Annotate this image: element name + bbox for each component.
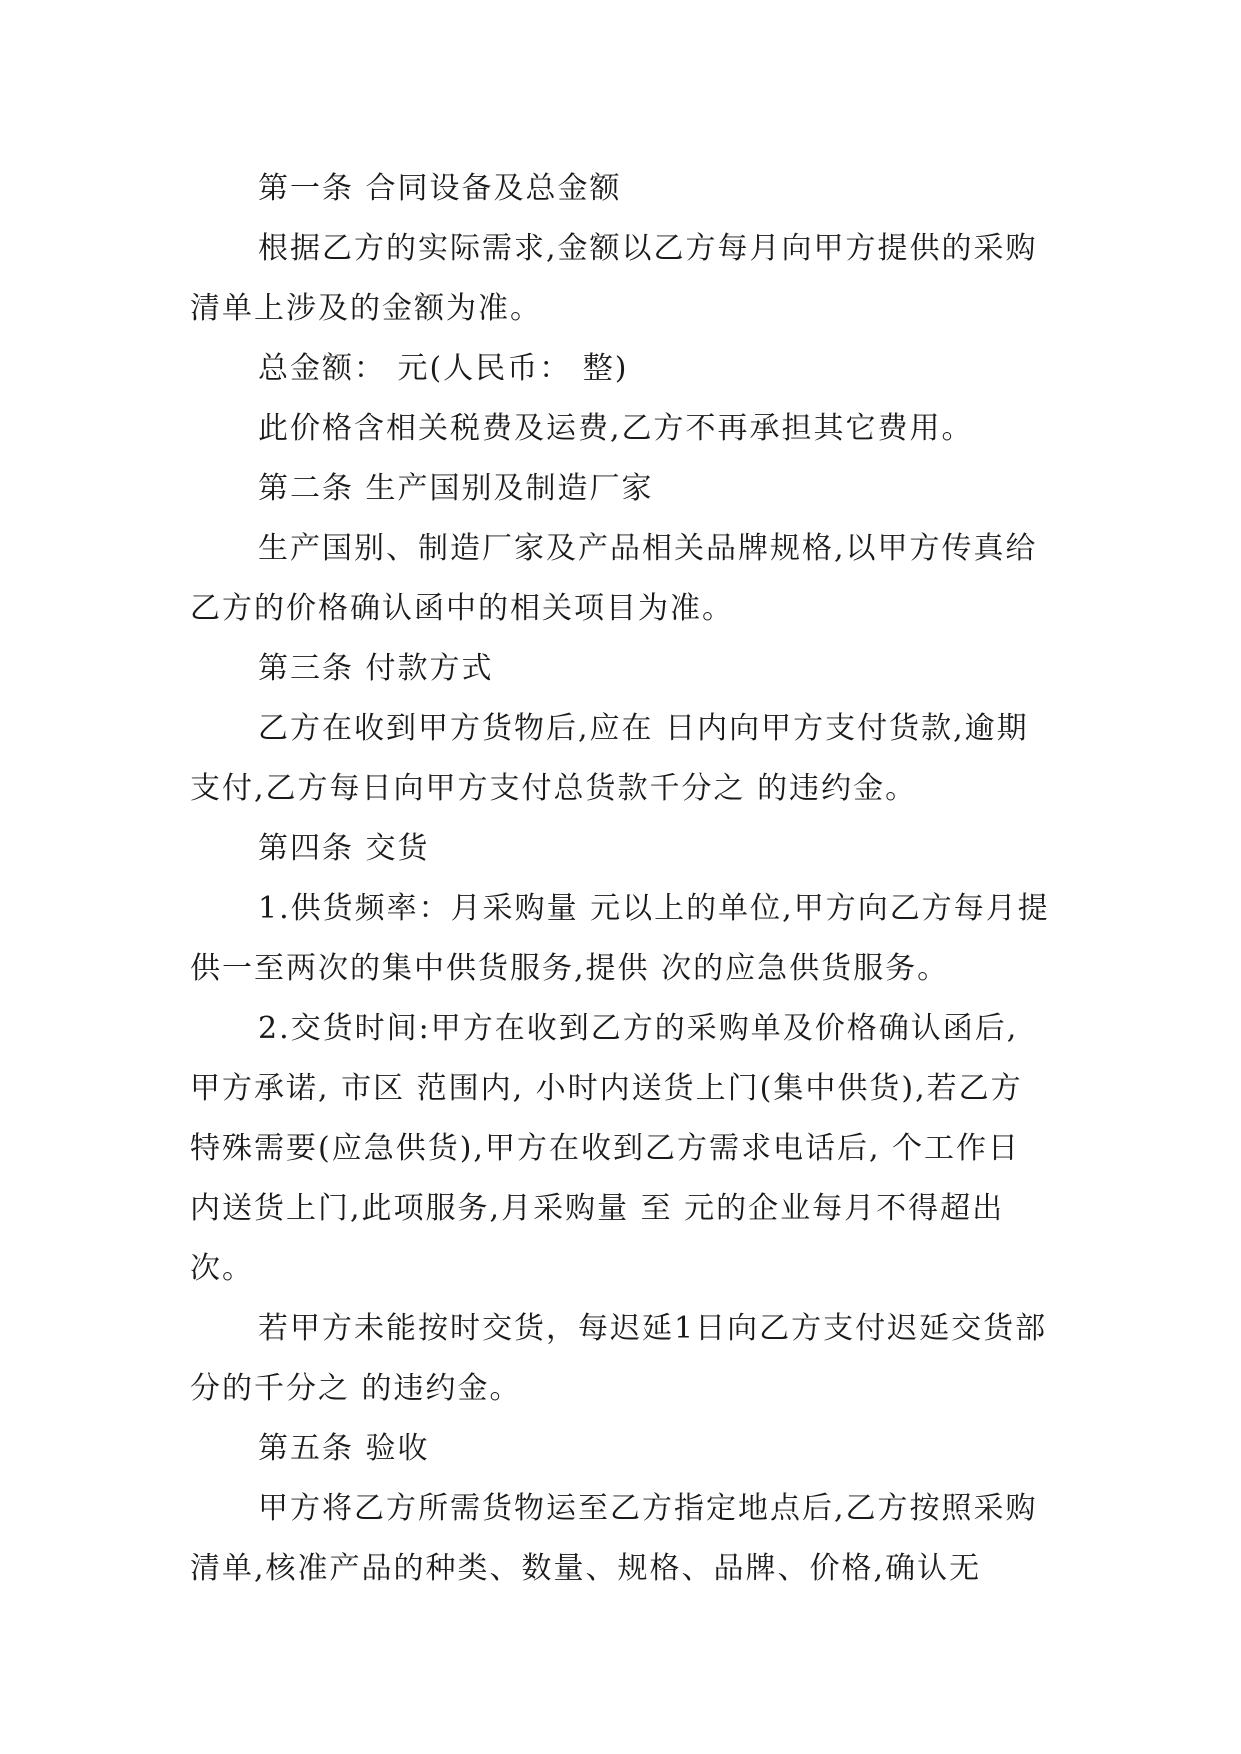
document-body xyxy=(190,159,1050,1599)
article-1-paragraph-amount-basis: 根据乙方的实际需求,金额以乙方每月向甲方提供的采购清单上涉及的金额为准。 xyxy=(190,231,1038,326)
article-4-heading: 第四条 交货 xyxy=(258,831,430,866)
article-2-paragraph: 生产国别、制造厂家及产品相关品牌规格,以甲方传真给乙方的价格确认函中的相关项目为准。 xyxy=(190,531,1038,626)
article-1-paragraph-total-amount: 总金额： 元(人民币： 整) xyxy=(258,351,629,386)
article-1-heading: 第一条 合同设备及总金额 xyxy=(258,171,622,206)
article-1-paragraph-price-includes: 此价格含相关税费及运费,乙方不再承担其它费用。 xyxy=(258,411,974,446)
article-3-paragraph: 乙方在收到甲方货物后,应在 日内向甲方支付货款,逾期支付,乙方每日向甲方支付总货款千分之 的违约金。 xyxy=(190,711,1029,806)
article-5-heading: 第五条 验收 xyxy=(258,1431,430,1466)
article-3-heading: 第三条 付款方式 xyxy=(258,651,494,686)
article-5-paragraph: 甲方将乙方所需货物运至乙方指定地点后,乙方按照采购清单,核准产品的种类、数量、规格、品牌、价格,确认无 xyxy=(190,1491,1038,1586)
article-4-item-2: 2.交货时间:甲方在收到乙方的采购单及价格确认函后,甲方承诺, 市区 范围内, 小时内送货上门(集中供货),若乙方特殊需要(应急供货),甲方在收到乙方需求电话后, 个工作日内送货上门,此项服务,月采购量 至 元的企业每月不得超出 次。 xyxy=(190,1011,1023,1286)
article-2-heading: 第二条 生产国别及制造厂家 xyxy=(258,471,654,506)
article-4-paragraph-penalty: 若甲方未能按时交货，每迟延1日向乙方支付迟延交货部分的千分之 的违约金。 xyxy=(190,1311,1048,1406)
article-4-item-1: 1.供货频率：月采购量 元以上的单位,甲方向乙方每月提供一至两次的集中供货服务,提供 次的应急供货服务。 xyxy=(190,891,1050,986)
